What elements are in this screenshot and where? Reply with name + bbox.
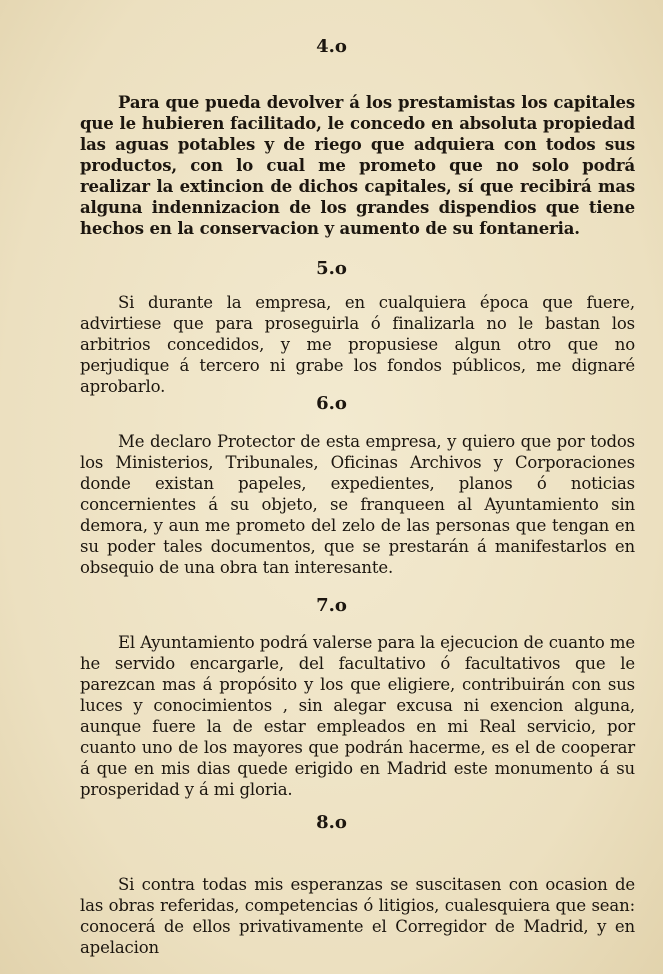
paragraph-7: El Ayuntamiento podrá valerse para la ejecucion de cuanto me he servido encargarle, del facultativo ó facultativos que le parezcan mas á propósito y los que eligiere, contribuirán con sus luces y conocimientos , sin alegar excusa ni exencion alguna, aunque fuere la de estar empleados en mi Real servicio, por cuanto uno de los mayores que podrán hacerme, es el de cooperar á que en mis dias quede erigido en Madrid este monumento á su prosperidad y á mi gloria.	[80, 633, 635, 799]
paragraph-6: Me declaro Protector de esta empresa, y quiero que por todos los Ministerios, Tribunales, Oficinas Archivos y Corporaciones donde existan papeles, expedientes, planos ó noticias concernientes á su objeto, se franqueen al Ayuntamiento sin demora, y aun me prometo del zelo de las personas que tengan en su poder tales documentos, que se prestarán á manifestarlos en obsequio de una obra tan interesante.	[80, 432, 635, 577]
paragraph-5: Si durante la empresa, en cualquiera época que fuere, advirtiese que para proseguirla ó finalizarla no le bastan los arbitrios concedidos, y me propusiese algun otro que no perjudique á tercero ni grabe los fondos públicos, me dignaré aprobarlo.	[80, 293, 635, 396]
section-heading-6: 6.o	[316, 393, 347, 414]
section-heading-7: 7.o	[316, 595, 347, 616]
section-heading-5: 5.o	[316, 258, 347, 279]
section-heading-8: 8.o	[316, 812, 347, 833]
paragraph-8: Si contra todas mis esperanzas se suscitasen con ocasion de las obras referidas, competencias ó litigios, cualesquiera que sean: conocerá de ellos privativamente el Corregidor de Madrid, y en apelacion	[80, 875, 635, 957]
paragraph-4: Para que pueda devolver á los prestamistas los capitales que le hubieren facilitado, le concedo en absoluta propiedad las aguas potables y de riego que adquiera con todos sus productos, con lo cual me prometo que no solo podrá realizar la extincion de dichos capitales, sí que recibirá mas alguna indennizacion de los grandes dispendios que tiene hechos en la conservacion y aumento de su fontaneria.	[80, 93, 635, 238]
page-number: 4.o	[316, 36, 347, 57]
